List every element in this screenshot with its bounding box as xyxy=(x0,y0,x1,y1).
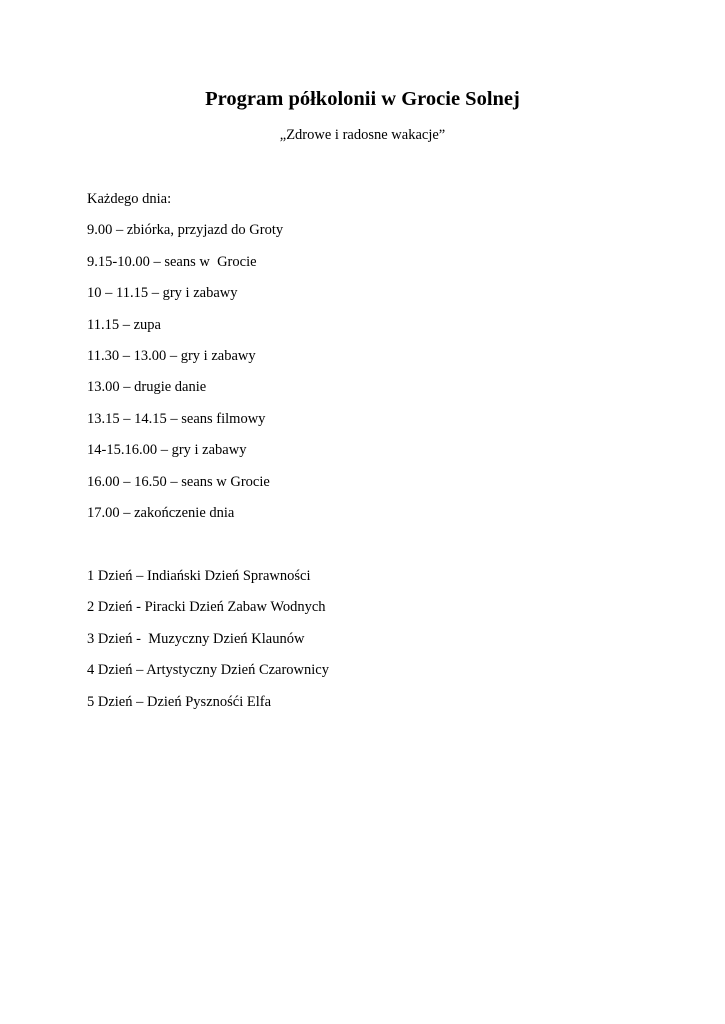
page-title: Program półkolonii w Grocie Solnej xyxy=(205,88,520,110)
day-theme-item: 1 Dzień – Indiański Dzień Sprawności xyxy=(87,568,311,584)
schedule-item: 10 – 11.15 – gry i zabawy xyxy=(87,285,238,301)
schedule-item: 13.15 – 14.15 – seans filmowy xyxy=(87,411,266,427)
day-theme-item: 5 Dzień – Dzień Pysznośći Elfa xyxy=(87,694,272,710)
schedule-item: 17.00 – zakończenie dnia xyxy=(87,505,235,521)
schedule-item: 11.15 – zupa xyxy=(87,317,161,333)
schedule-item: 11.30 – 13.00 – gry i zabawy xyxy=(87,348,256,364)
day-theme-item: 4 Dzień – Artystyczny Dzień Czarownicy xyxy=(87,662,329,678)
schedule-item: 9.00 – zbiórka, przyjazd do Groty xyxy=(87,222,284,238)
day-theme-item: 3 Dzień - Muzyczny Dzień Klaunów xyxy=(87,631,305,647)
page-subtitle: „Zdrowe i radosne wakacje” xyxy=(279,127,446,143)
schedule-item: 9.15-10.00 – seans w Grocie xyxy=(87,254,257,270)
schedule-item: 13.00 – drugie danie xyxy=(87,379,207,395)
day-theme-item: 2 Dzień - Piracki Dzień Zabaw Wodnych xyxy=(87,599,326,615)
schedule-item: 14-15.16.00 – gry i zabawy xyxy=(87,442,247,458)
schedule-item: 16.00 – 16.50 – seans w Grocie xyxy=(87,474,270,490)
daily-heading: Każdego dnia: xyxy=(87,191,172,207)
